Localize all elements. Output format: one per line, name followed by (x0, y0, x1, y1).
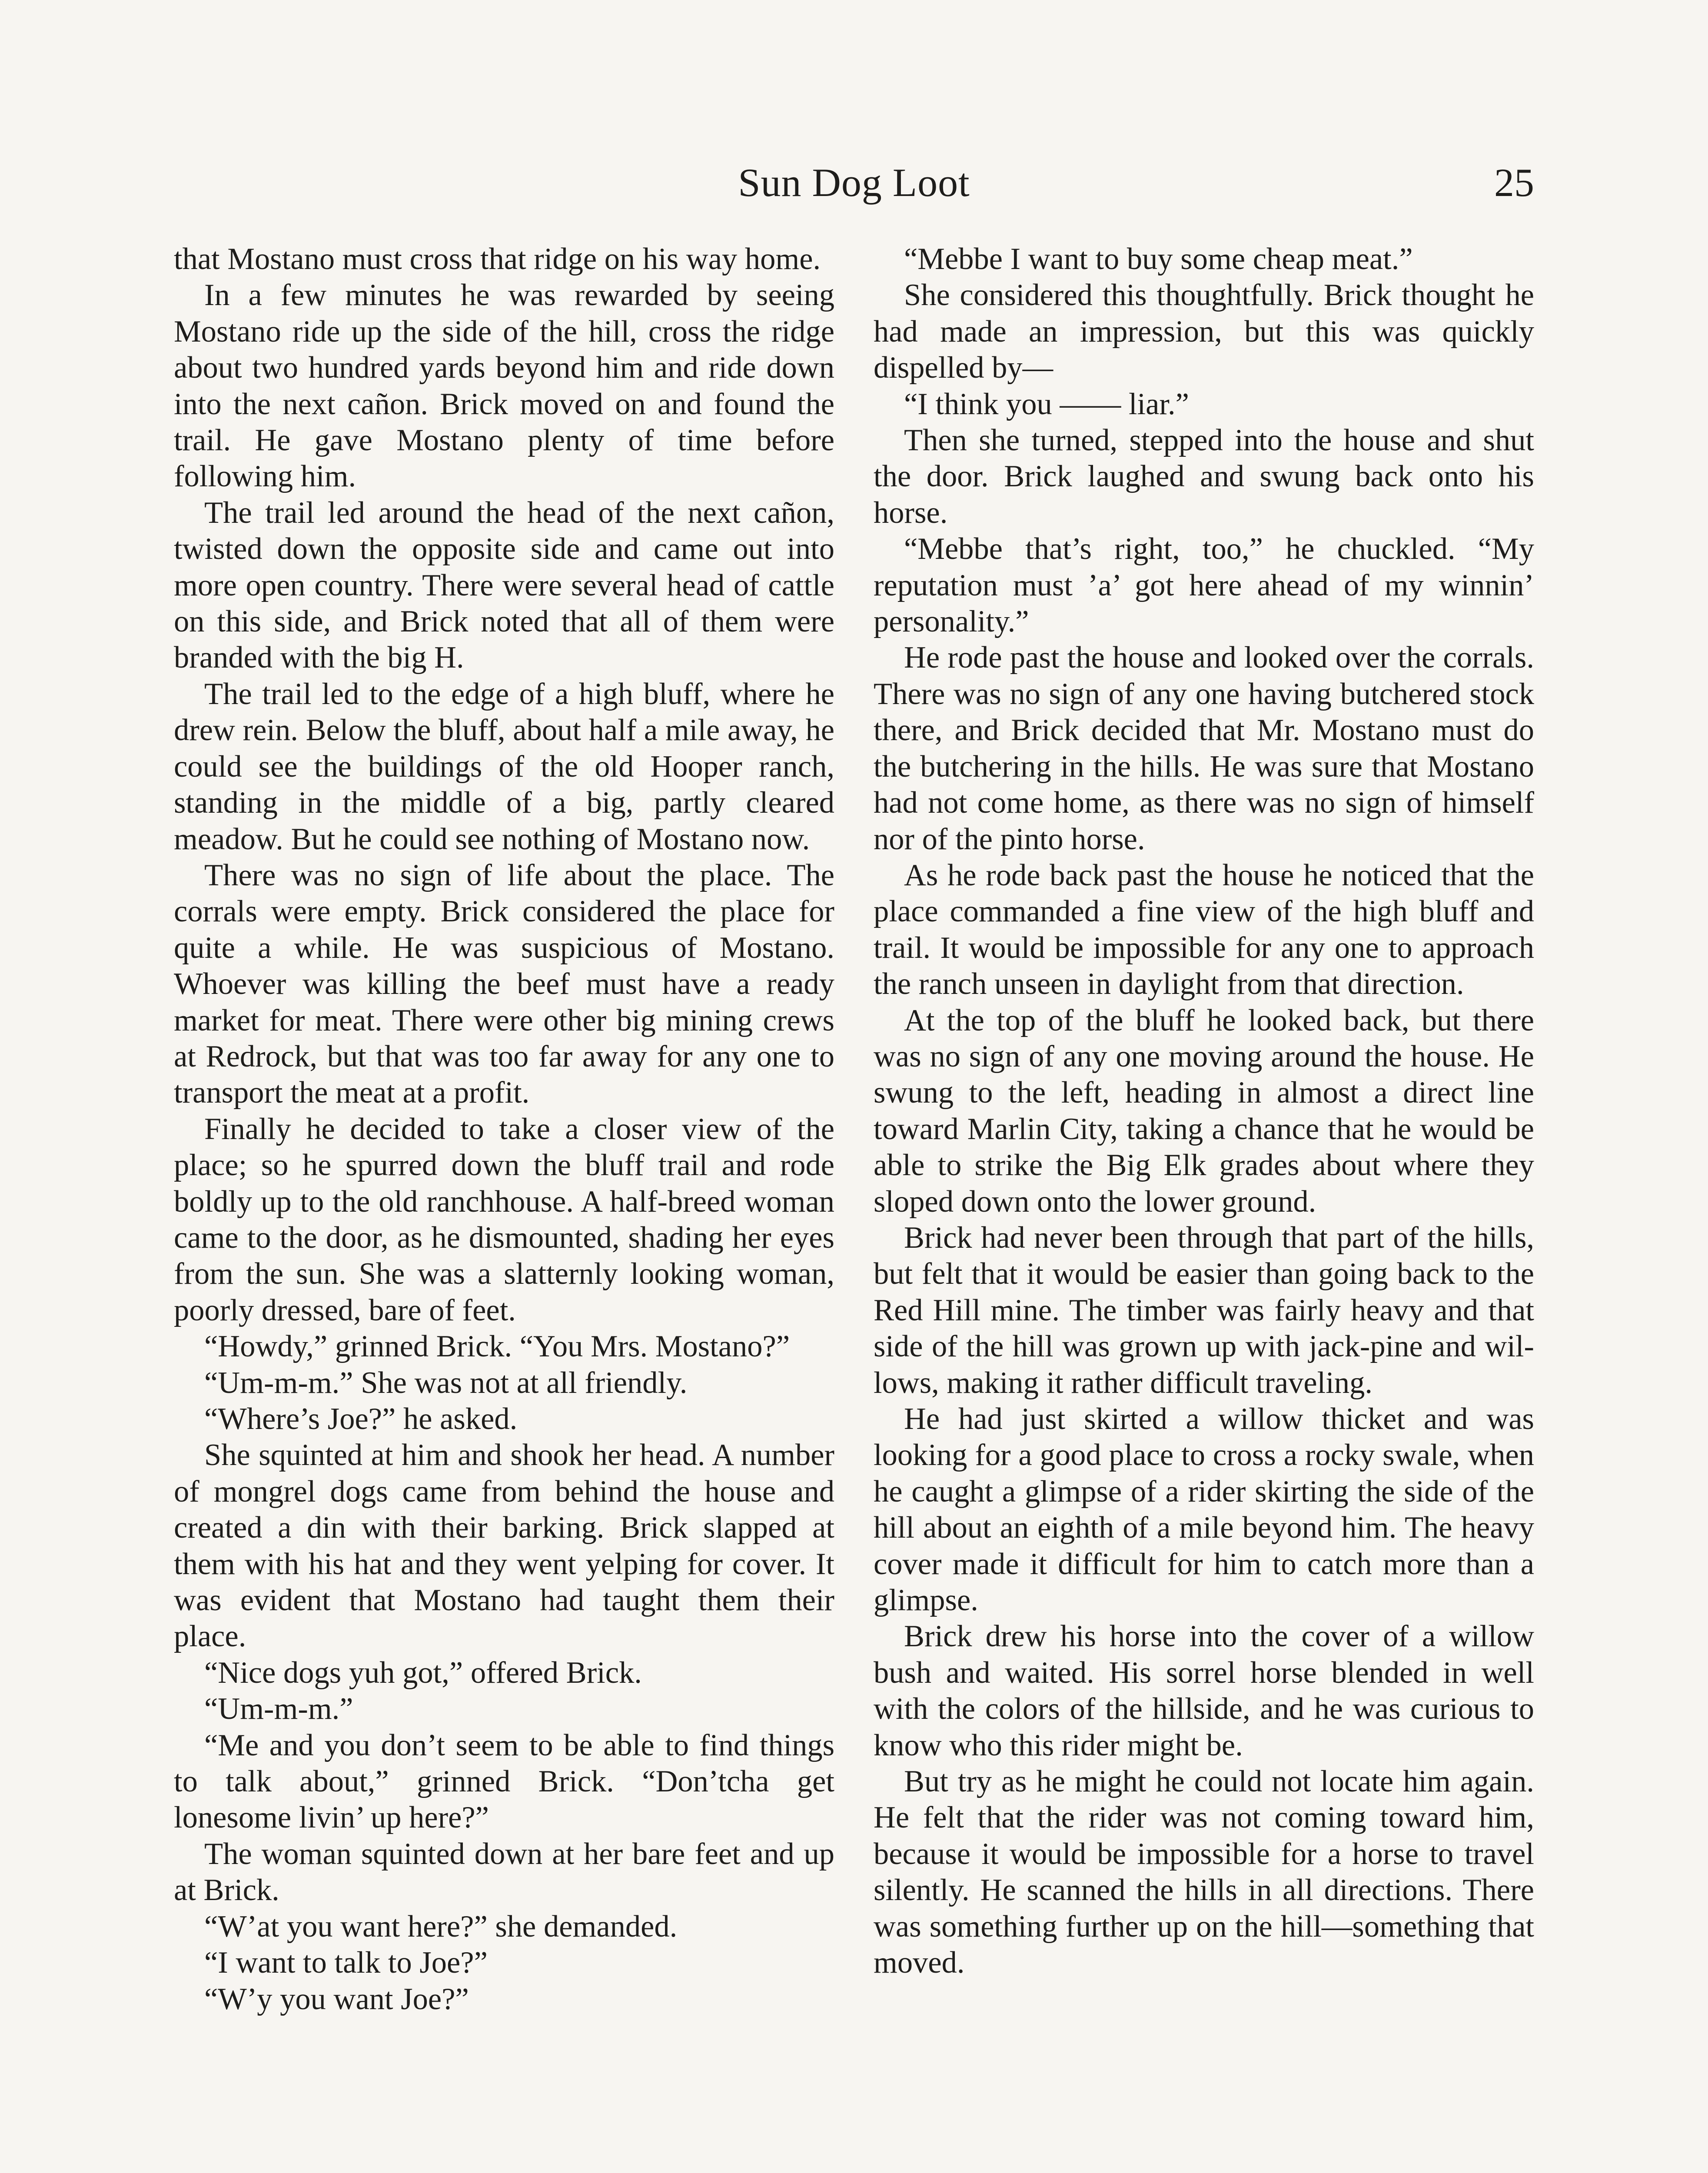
running-title: Sun Dog Loot (738, 160, 970, 205)
paragraph: He had just skirted a willow thicket and was looking for a good place to cross a rocky swale, when he caught a glimpse of a rider skirting the side of the hill about an eighth of a mile beyond him. The heavy cover made it difficult for him to catch more than a glimpse. (874, 1402, 1534, 1618)
paragraph: There was no sign of life about the place. The corrals were empty. Brick considered the place for quite a while. He was suspicious of Mostano. Whoever was killing the beef must have a ready market for meat. There were other big mining crews at Redrock, but that was too far away for any one to transport the meat at a profit. (174, 858, 834, 1110)
paragraph: In a few minutes he was rewarded by seeing Mostano ride up the side of the hill, cross the ridge about two hundred yards beyond him and ride down into the next cañon. Brick moved on and found the trail. He gave Mostano plenty of time before following him. (174, 278, 834, 494)
paragraph: She considered this thoughtfully. Brick thought he had made an impression, but this was quickly dispelled by— (874, 278, 1534, 385)
paragraph: The woman squinted down at her bare feet and up at Brick. (174, 1837, 834, 1907)
paragraph: He rode past the house and looked over the corrals. There was no sign of any one having butchered stock there, and Brick decided that Mr. Mostano must do the butchering in the hills. He was sure that Mostano had not come home, as there was no sign of himself nor of the pinto horse. (874, 641, 1534, 856)
paragraph: “Where’s Joe?” he asked. (204, 1402, 518, 1436)
paragraph: “Mebbe that’s right, too,” he chuckled. “My reputation must ’a’ got here ahead of my winnin’ personality.” (874, 532, 1534, 639)
paragraph: The trail led to the edge of a high bluff, where he drew rein. Below the bluff, about half a mile away, he could see the buildings of the old Hooper ranch, standing in the middle of a big, partly cleared meadow. But he could see nothing of Mostano now. (174, 677, 834, 856)
paragraph: As he rode back past the house he noticed that the place commanded a fine view of the high bluff and trail. It would be impossible for any one to approach the ranch unseen in daylight from that direction. (874, 858, 1534, 1001)
paragraph: She squinted at him and shook her head. A number of mongrel dogs came from behind the house and created a din with their barking. Brick slapped at them with his hat and they went yelping for cover. It was evident that Mostano had taught them their place. (174, 1438, 834, 1654)
paragraph: Finally he decided to take a closer view of the place; so he spurred down the bluff trail and rode boldly up to the old ranchhouse. A half-breed woman came to the door, as he dismounted, shading her eyes from the sun. She was a slatternly looking woman, poorly dressed, bare of feet. (174, 1112, 834, 1327)
paragraph: The trail led around the head of the next cañon, twisted down the opposite side and came out into more open country. There were several head of cattle on this side, and Brick noted that all of them were branded with the big H. (174, 495, 834, 675)
page-number: 25 (1494, 160, 1534, 205)
paragraph: “Mebbe I want to buy some cheap meat.” (904, 242, 1413, 276)
paragraph: that Mostano must cross that ridge on his way home. (174, 242, 821, 276)
paragraph: Then she turned, stepped into the house and shut the door. Brick laughed and swung back onto his horse. (874, 423, 1534, 530)
right-column (874, 241, 1534, 1981)
paragraph: “W’y you want Joe?” (204, 1982, 469, 2016)
paragraph: “I want to talk to Joe?” (204, 1946, 488, 1980)
paragraph: But try as he might he could not locate him again. He felt that the rider was not coming toward him, because it would be impossible for a horse to travel silently. He scanned the hills in all directions. There was something further up on the hill—something that moved. (874, 1764, 1534, 1980)
paragraph: At the top of the bluff he looked back, but there was no sign of any one moving around the house. He swung to the left, heading in almost a direct line toward Marlin City, taking a chance that he would be able to strike the Big Elk grades about where they sloped down onto the lower ground. (874, 1003, 1534, 1219)
paragraph: Brick had never been through that part of the hills, but felt that it would be easier than going back to the Red Hill mine. The timber was fairly heavy and that side of the hill was grown up with jack-pine and willows, making it rather difficult traveling. (874, 1220, 1534, 1400)
paragraph: “I think you —— liar.” (904, 387, 1189, 421)
paragraph: Brick drew his horse into the cover of a willow bush and waited. His sorrel horse blended in well with the colors of the hillside, and he was curious to know who this rider might be. (874, 1619, 1534, 1762)
paragraph: “Um-m-m.” (204, 1692, 353, 1726)
paragraph: “Howdy,” grinned Brick. “You Mrs. Mostano?” (204, 1329, 790, 1364)
paragraph: “Um-m-m.” She was not at all friendly. (204, 1366, 688, 1400)
paragraph: “W’at you want here?” she demanded. (204, 1909, 678, 1944)
paragraph: “Nice dogs yuh got,” offered Brick. (204, 1655, 642, 1690)
left-column (174, 241, 834, 2017)
page-header (174, 156, 1534, 209)
paragraph: “Me and you don’t seem to be able to find things to talk about,” grinned Brick. “Don’tcha get lonesome livin’ up here?” (174, 1728, 834, 1835)
